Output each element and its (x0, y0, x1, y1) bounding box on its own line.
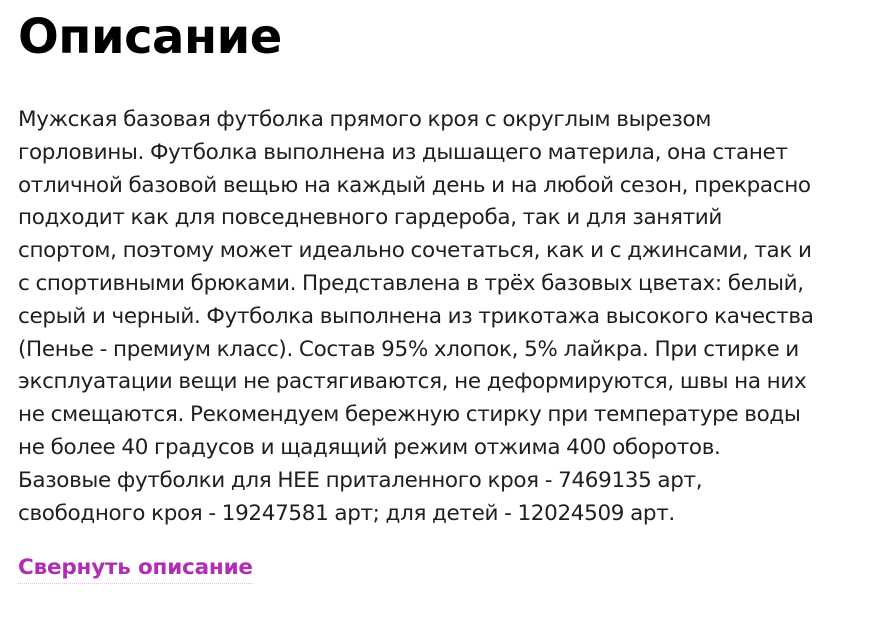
collapse-description-link[interactable]: Свернуть описание (18, 554, 253, 584)
section-title: Описание (18, 9, 282, 65)
product-description-text: Мужская базовая футболка прямого кроя с округлым вырезом горловины. Футболка выполнена из дышащего материла, она станет отличной базовой вещью на каждый день и на любой сезон, прекрасно подходит как для повседневного гардероба, так и для занятий спортом, поэтому может идеально сочетаться, как и с джинсами, так и с спортивными брюками. Представлена в трёх базовых цветах: белый, серый и черный. Футболка выполнена из трикотажа высокого качества (Пенье - премиум класс). Состав 95% хлопок, 5% лайкра. При стирке и эксплуатации вещи не растягиваются, не деформируются, швы на них не смещаются. Рекомендуем бережную стирку при температуре воды не более 40 градусов и щадящий режим отжима 400 оборотов. Базовые футболки для НЕЕ приталенного кроя - 7469135 арт, свободного кроя - 19247581 арт; для детей - 12024509 арт. (18, 107, 814, 526)
description-section (18, 0, 818, 584)
